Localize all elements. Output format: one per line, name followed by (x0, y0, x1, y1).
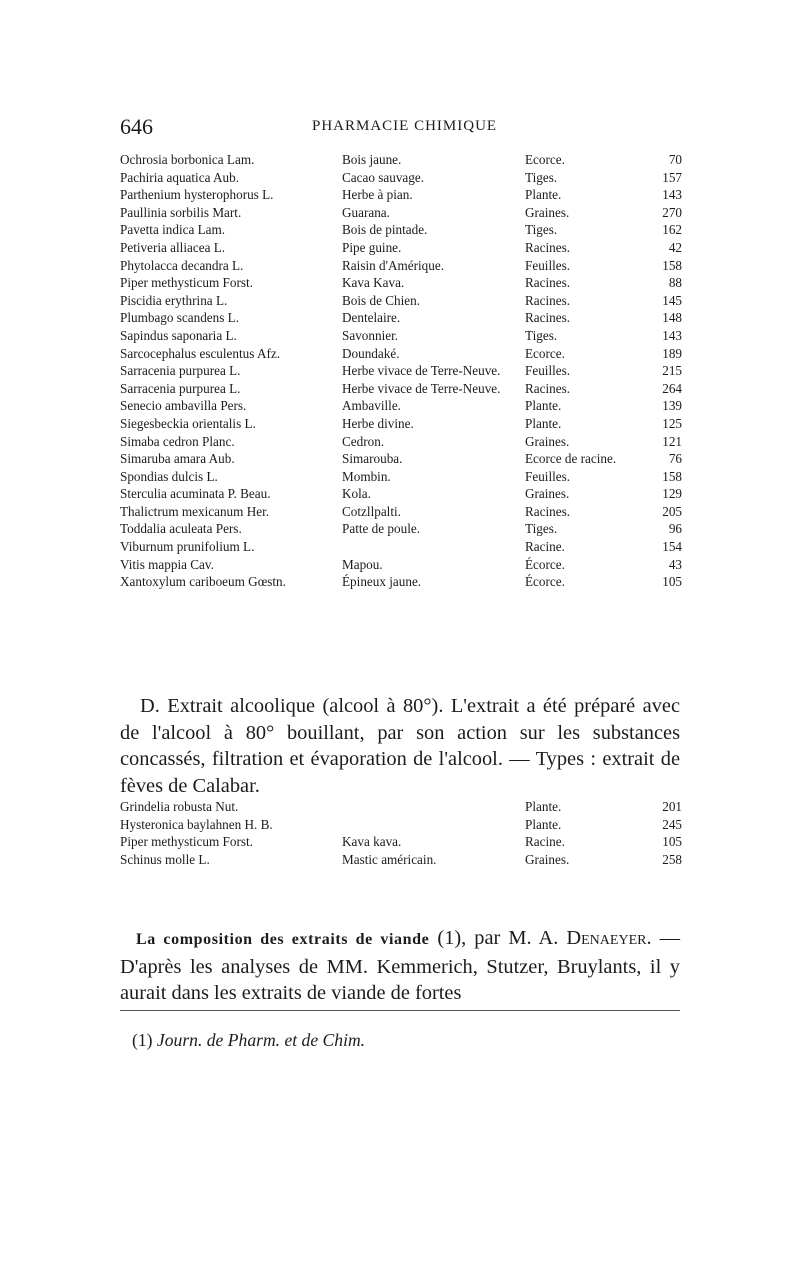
plant-part: Tiges. (525, 222, 558, 238)
common-name: Herbe vivace de Terre-Neuve. (342, 363, 501, 379)
common-name: Patte de poule. (342, 521, 421, 537)
plant-part: Ecorce de racine. (525, 451, 617, 467)
section-heading: La composition des extraits de viande (136, 931, 430, 949)
extract-yield: 145 (662, 292, 682, 308)
plant-part: Tiges. (525, 169, 558, 185)
table-row (120, 538, 682, 556)
extract-yield: 139 (662, 398, 682, 414)
plant-part: Graines. (525, 204, 570, 220)
plant-part: Racine. (525, 539, 565, 555)
species-name: Spondias dulcis L. (120, 468, 218, 484)
table-row (120, 573, 682, 591)
extract-yield: 205 (662, 503, 682, 519)
plant-extract-table-body (120, 151, 682, 591)
common-name: Guarana. (342, 204, 390, 220)
extract-yield: 201 (662, 799, 682, 814)
table-row (120, 798, 682, 816)
common-name: Mastic américain. (342, 851, 437, 867)
extract-yield: 143 (662, 327, 682, 343)
plant-part: Racines. (525, 292, 571, 308)
plant-part: Plante. (525, 187, 562, 203)
common-name: Herbe divine. (342, 415, 414, 431)
alcoholic-extract-table (120, 798, 682, 868)
common-name: Dentelaire. (342, 310, 401, 326)
footnote-divider (120, 1010, 680, 1011)
plant-part: Racines. (525, 239, 571, 255)
extract-yield: 105 (662, 834, 682, 850)
species-name: Schinus molle L. (120, 851, 210, 867)
extract-yield: 88 (668, 275, 682, 291)
alcoholic-extract-table-body (120, 798, 682, 868)
common-name: Mapou. (342, 556, 383, 572)
extract-yield: 154 (662, 539, 682, 555)
species-name: Piper methysticum Forst. (120, 275, 253, 291)
species-name: Piscidia erythrina L. (120, 292, 228, 308)
table-row (120, 433, 682, 451)
plant-extract-table (120, 151, 682, 591)
extract-yield: 125 (662, 415, 682, 431)
plant-part: Plante. (525, 816, 562, 832)
plant-part: Graines. (525, 433, 570, 449)
table-row (120, 816, 682, 834)
table-row (120, 556, 682, 574)
table-row (120, 309, 682, 327)
plant-part: Racines. (525, 310, 571, 326)
species-name: Piper methysticum Forst. (120, 834, 253, 850)
table-row (120, 520, 682, 538)
common-name: Cotzllpalti. (342, 503, 401, 519)
species-name: Vitis mappia Cav. (120, 556, 214, 572)
plant-part: Graines. (525, 486, 570, 502)
species-name: Sarracenia purpurea L. (120, 380, 241, 396)
plant-part: Ecorce. (525, 345, 565, 361)
species-name: Grindelia robusta Nut. (120, 799, 239, 814)
species-name: Sapindus saponaria L. (120, 327, 237, 343)
species-name: Sarracenia purpurea L. (120, 363, 241, 379)
common-name: Bois jaune. (342, 152, 402, 167)
extract-yield: 258 (662, 851, 682, 867)
table-row (120, 345, 682, 363)
extract-yield: 158 (662, 257, 682, 273)
species-name: Xantoxylum cariboeum Gœstn. (120, 574, 286, 590)
plant-part: Ecorce. (525, 152, 565, 167)
extract-yield: 245 (662, 816, 682, 832)
plant-part: Feuilles. (525, 257, 571, 273)
species-name: Pavetta indica Lam. (120, 222, 226, 238)
common-name: Kola. (342, 486, 371, 502)
common-name: Kava kava. (342, 834, 402, 850)
footnote-source: Journ. de Pharm. et de Chim. (156, 1030, 366, 1050)
alcoholic-extract-paragraph: D. Extrait alcoolique (alcool à 80°). L'extrait a été préparé avec de l'alcool à 80° bouillant, par son action sur les substances concassés, filtration et évaporation de l'alcool. — Types : extrait de fèves de Calabar. (120, 695, 680, 797)
common-name: Herbe vivace de Terre-Neuve. (342, 380, 501, 396)
species-name: Simaba cedron Planc. (120, 433, 235, 449)
plant-part: Feuilles. (525, 468, 571, 484)
plant-part: Plante. (525, 415, 562, 431)
table-row (120, 204, 682, 222)
species-name: Plumbago scandens L. (120, 310, 240, 326)
species-name: Senecio ambavilla Pers. (120, 398, 247, 414)
species-name: Petiveria alliacea L. (120, 239, 226, 255)
table-row (120, 415, 682, 433)
plant-part: Racines. (525, 503, 571, 519)
extract-yield: 270 (662, 204, 682, 220)
species-name: Thalictrum mexicanum Her. (120, 503, 270, 519)
extract-yield: 121 (662, 433, 682, 449)
table-row (120, 239, 682, 257)
common-name: Raisin d'Amérique. (342, 257, 444, 273)
footnote-marker: (1) (132, 1030, 157, 1050)
common-name (342, 816, 525, 834)
species-name: Viburnum prunifolium L. (120, 539, 255, 555)
running-head (120, 114, 680, 140)
common-name: Cedron. (342, 433, 385, 449)
species-name: Hysteronica baylahnen H. B. (120, 816, 273, 832)
plant-part: Tiges. (525, 327, 558, 343)
table-row (120, 851, 682, 869)
footnote-ref-and-author: (1), par M. A. (429, 927, 567, 950)
extract-yield: 148 (662, 310, 682, 326)
species-name: Sarcocephalus esculentus Afz. (120, 345, 281, 361)
extract-yield: 42 (668, 239, 682, 255)
table-row (120, 397, 682, 415)
extract-yield: 215 (662, 363, 682, 379)
extract-yield: 105 (662, 574, 682, 590)
species-name: Siegesbeckia orientalis L. (120, 415, 256, 431)
species-name: Phytolacca decandra L. (120, 257, 244, 273)
meat-extract-paragraph (120, 925, 680, 1007)
plant-part: Écorce. (525, 574, 565, 590)
table-row (120, 468, 682, 486)
table-row (120, 362, 682, 380)
extract-yield: 189 (662, 345, 682, 361)
extract-yield: 158 (662, 468, 682, 484)
species-name: Pachiria aquatica Aub. (120, 169, 240, 185)
plant-part: Plante. (525, 799, 562, 814)
table-row (120, 503, 682, 521)
extract-yield: 70 (668, 152, 682, 167)
table-row (120, 186, 682, 204)
table-row (120, 151, 682, 169)
common-name: Savonnier. (342, 327, 399, 343)
extract-yield: 264 (662, 380, 682, 396)
plant-part: Graines. (525, 851, 570, 867)
table-row (120, 292, 682, 310)
plant-part: Feuilles. (525, 363, 571, 379)
running-title: PHARMACIE CHIMIQUE (312, 118, 498, 134)
table-row (120, 327, 682, 345)
extract-yield: 162 (662, 222, 682, 238)
table-row (120, 833, 682, 851)
plant-part: Racines. (525, 275, 571, 291)
plant-part: Tiges. (525, 521, 558, 537)
table-row (120, 169, 682, 187)
common-name: Épineux jaune. (342, 574, 422, 590)
plant-part: Écorce. (525, 556, 565, 572)
species-name: Simaruba amara Aub. (120, 451, 235, 467)
common-name: Kava Kava. (342, 275, 405, 291)
common-name: Simarouba. (342, 451, 403, 467)
footnote (132, 1030, 365, 1051)
extract-yield: 43 (668, 556, 682, 572)
common-name: Cacao sauvage. (342, 169, 425, 185)
species-name: Toddalia aculeata Pers. (120, 521, 242, 537)
common-name (342, 798, 525, 816)
common-name: Herbe à pian. (342, 187, 413, 203)
common-name: Pipe guine. (342, 239, 402, 255)
plant-part: Plante. (525, 398, 562, 414)
species-name: Paullinia sorbilis Mart. (120, 204, 242, 220)
table-row (120, 450, 682, 468)
common-name: Mombin. (342, 468, 391, 484)
table-row (120, 221, 682, 239)
page-number: 646 (120, 114, 153, 139)
paragraph-body: . — D'après les analyses de MM. Kemmerich, Stutzer, Bruylants, il y aurait dans les extraits de viande de fortes (120, 927, 680, 1005)
extract-yield: 129 (662, 486, 682, 502)
common-name: Bois de pintade. (342, 222, 428, 238)
plant-part: Racine. (525, 834, 565, 850)
extract-yield: 76 (668, 451, 682, 467)
plant-part: Racines. (525, 380, 571, 396)
author-name: Denaeyer (566, 927, 647, 950)
table-row (120, 257, 682, 275)
common-name (342, 538, 525, 556)
species-name: Parthenium hysterophorus L. (120, 187, 274, 203)
table-row (120, 380, 682, 398)
species-name: Sterculia acuminata P. Beau. (120, 486, 271, 502)
common-name: Doundaké. (342, 345, 400, 361)
table-row (120, 274, 682, 292)
species-name: Ochrosia borbonica Lam. (120, 152, 255, 167)
extract-yield: 143 (662, 187, 682, 203)
extract-yield: 157 (662, 169, 682, 185)
common-name: Bois de Chien. (342, 292, 421, 308)
table-row (120, 485, 682, 503)
extract-yield: 96 (668, 521, 682, 537)
common-name: Ambaville. (342, 398, 401, 414)
